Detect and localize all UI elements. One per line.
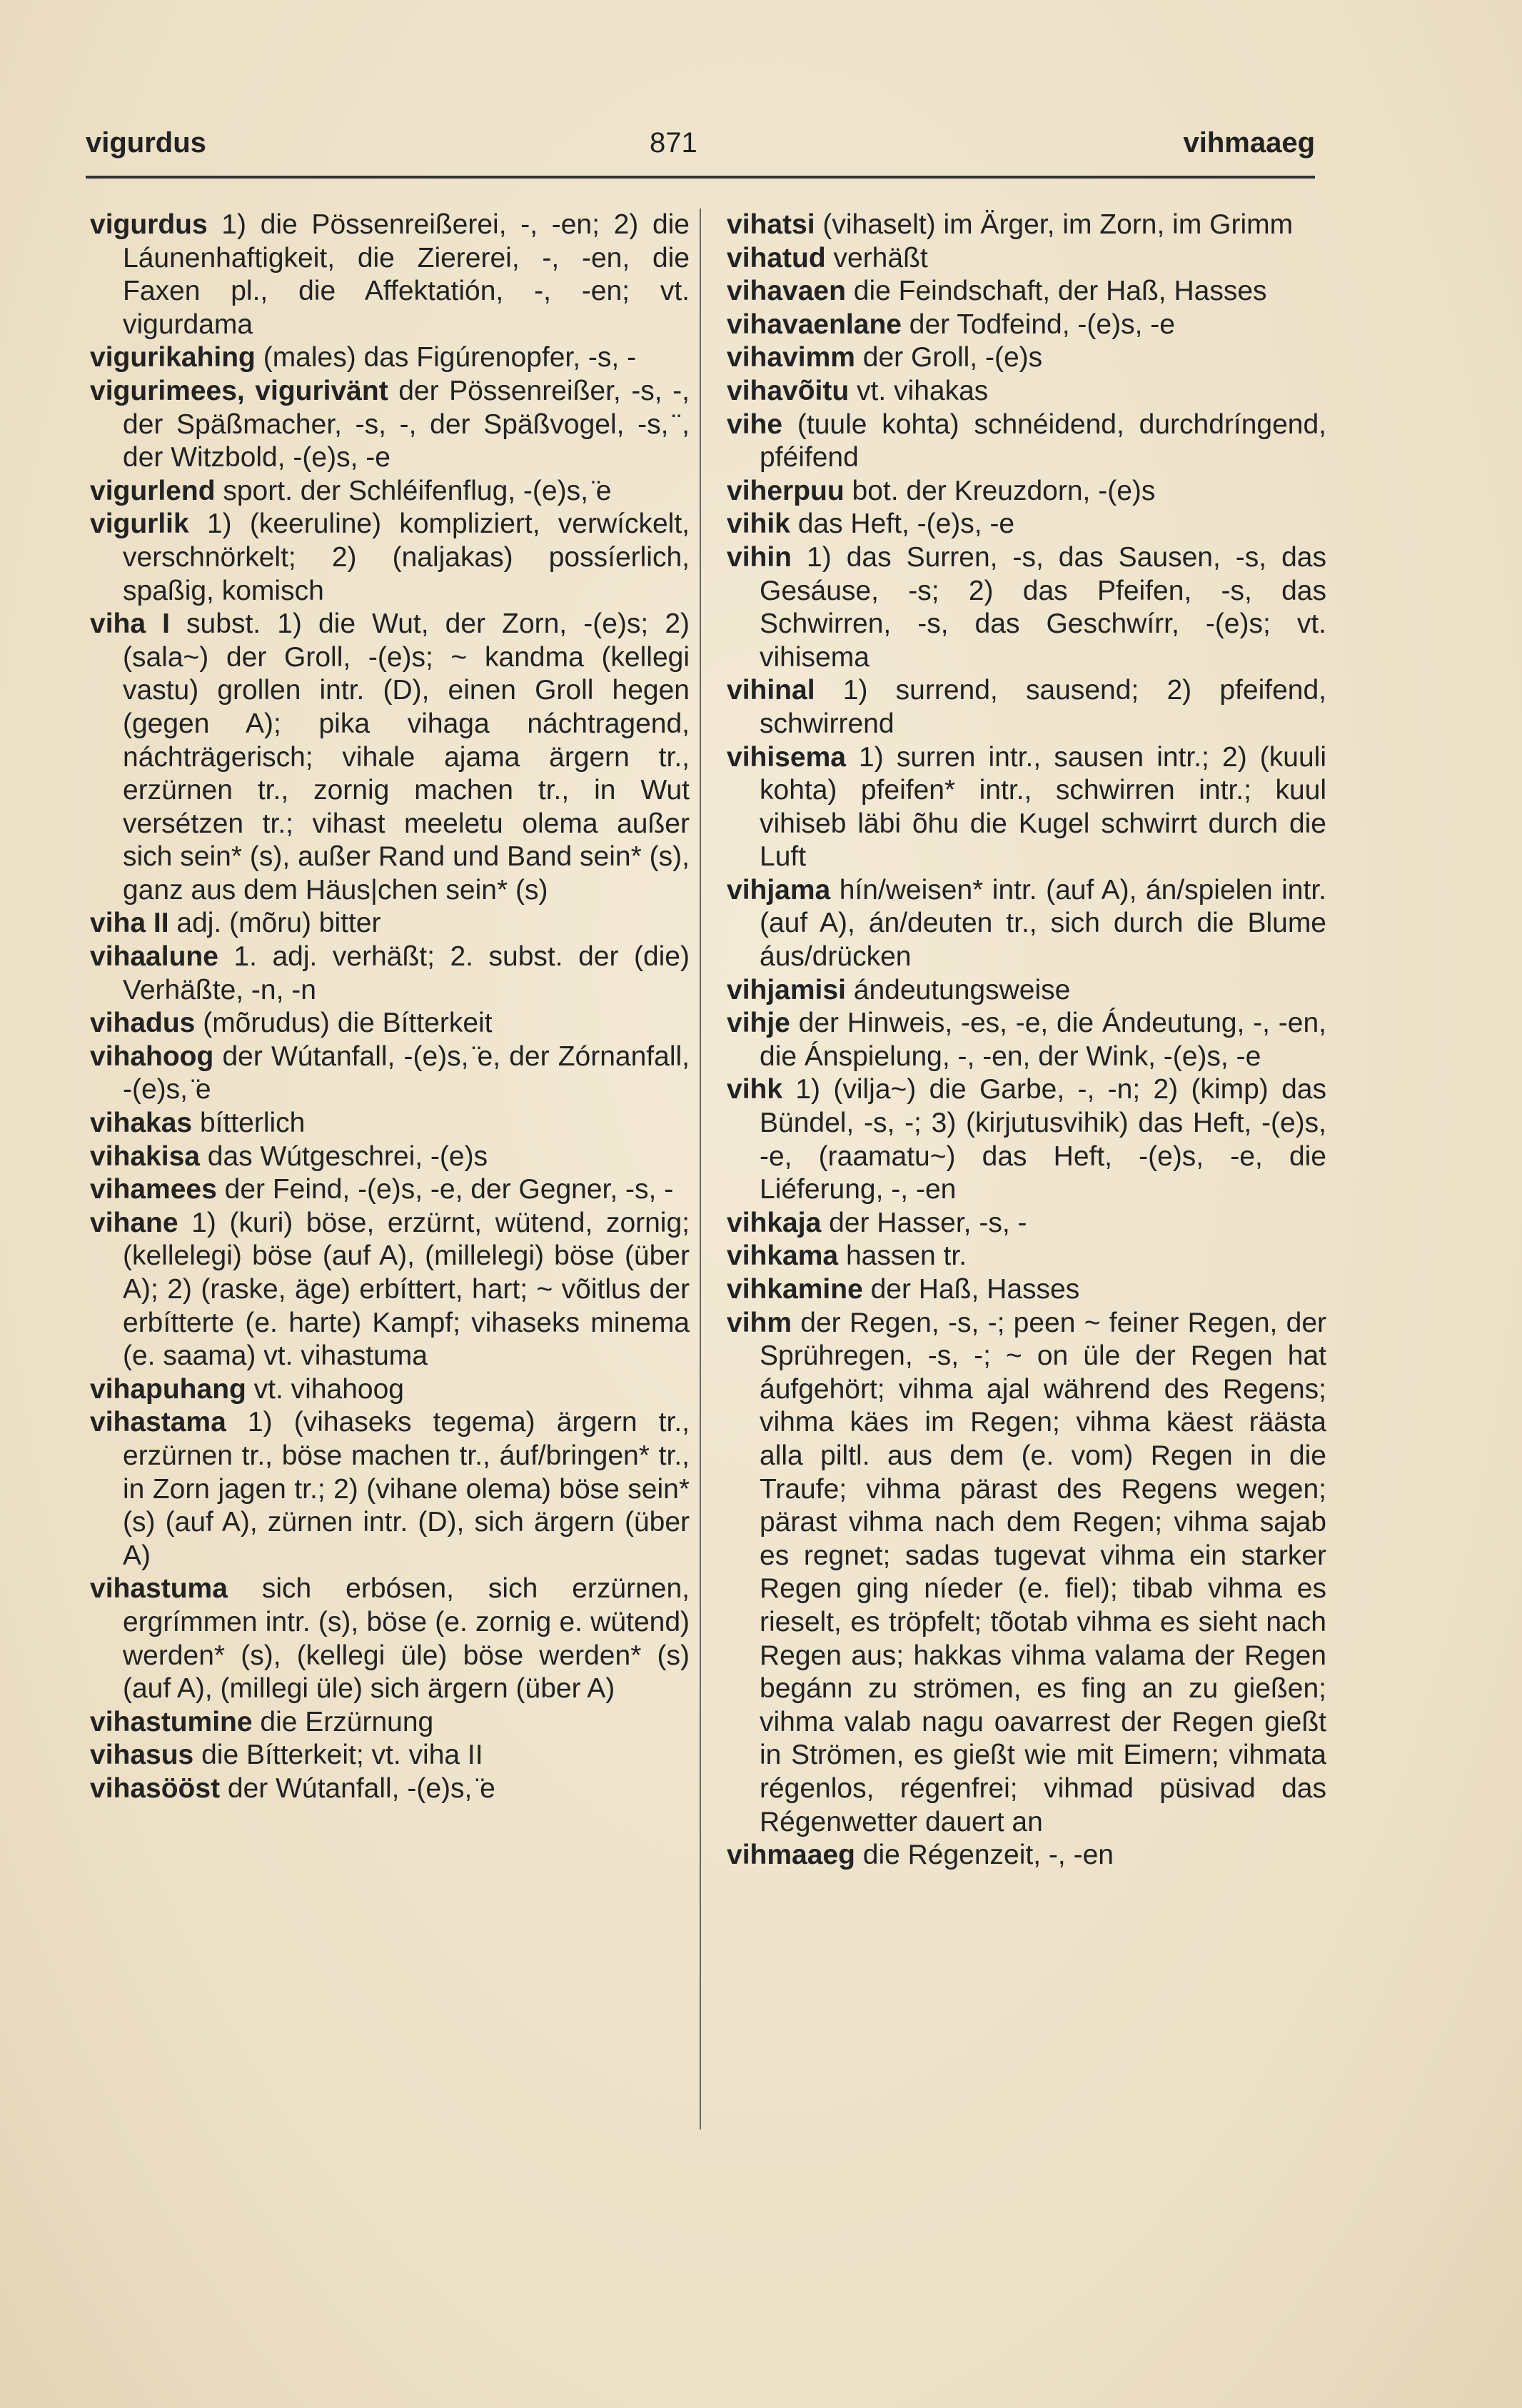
entry-headword: vihik [727,508,790,540]
entry-definition: die Feindschaft, der Haß, Hasses [845,276,1267,307]
dictionary-entry [90,1140,690,1174]
entry-definition: die Régenzeit, -, -en [855,1840,1114,1871]
entry-definition: sport. der Schléifenflug, -(e)s, ̈e [215,475,612,506]
dictionary-entry [727,1273,1326,1307]
dictionary-entry [90,1007,690,1040]
entry-headword: vihavaenlane [727,308,902,340]
dictionary-entry [727,1007,1326,1073]
dictionary-entry [90,209,690,341]
dictionary-entry [90,1373,690,1407]
entry-headword: vihaalune [90,941,218,973]
dictionary-entry [90,1772,690,1806]
entry-definition: 1) das Surren, -s, das Sausen, -s, das Gesáuse, -s; 2) das Pfeifen, -s, das Schwirren, -s, das Geschwírr, -(e)s; vt. vihisema [760,541,1326,673]
dictionary-entry [90,1107,690,1140]
entry-definition: 1. adj. verhäßt; 2. subst. der (die) Verhäßte, -n, -n [123,941,690,1005]
dictionary-entry [727,1073,1326,1206]
entry-definition: der Todfeind, -(e)s, -e [901,308,1175,340]
dictionary-entry [727,541,1326,674]
entry-definition: die Erzürnung [252,1706,434,1737]
entry-definition: hín/weisen* intr. (auf A), án/spielen intr. (auf A), án/deuten tr., sich durch die Blume áus/drücken [760,874,1326,973]
entry-headword: vihisema [727,741,846,773]
entry-headword: vihk [727,1074,783,1105]
dictionary-entry [90,475,690,508]
entry-definition: das Heft, -(e)s, -e [790,508,1015,540]
entry-headword: vigurimees, vigurivänt [90,375,388,406]
entry-definition: 1) (keeruline) kompliziert, verwíckelt, verschnörkelt; 2) (naljakas) possíerlich, spaßig, komisch [123,508,690,606]
entry-definition: der Feind, -(e)s, -e, der Gegner, -s, - [216,1174,674,1205]
entry-definition: vt. vihakas [849,375,989,406]
entry-definition: der Hasser, -s, - [821,1207,1027,1238]
entry-headword: vihakisa [90,1140,200,1172]
entry-definition: 1) (vilja~) die Garbe, -, -n; 2) (kimp) das Bündel, -s, -; 3) (kirjutusvihik) das Heft, -(e)s, -e, (raamatu~) das Heft, -(e)s, -e, die Liéferung, -, -en [760,1074,1326,1205]
entry-definition: ándeutungsweise [845,974,1071,1005]
entry-definition: (mõrudus) die Bítterkeit [195,1008,493,1039]
entry-headword: vigurlend [90,475,216,506]
dictionary-entry [90,1739,690,1772]
dictionary-entry [90,1207,690,1373]
entry-headword: vihinal [727,675,815,706]
dictionary-entry [727,1240,1326,1273]
entry-definition: 1) surren intr., sausen intr.; 2) (kuuli kohta) pfeifen* intr., schwirren intr.; kuul vihiseb läbi õhu die Kugel schwirrt durch die Luft [760,741,1326,873]
dictionary-entry [727,209,1326,242]
entry-definition: der Haß, Hasses [862,1274,1080,1305]
entry-headword: vihasööst [90,1772,221,1804]
dictionary-entry [90,1572,690,1705]
entry-headword: vihjamisi [727,974,846,1005]
entry-definition: 1) (vihaseks tegema) ärgern tr., erzürnen tr., böse machen tr., áuf/bringen* tr., in Zorn jagen tr.; 2) (vihane olema) böse sein* (s) (auf A), zürnen intr. (D), sich ärgern (über A) [123,1407,690,1571]
dictionary-entry [727,741,1326,874]
right-column [727,209,1326,1872]
entry-headword: vihakas [90,1108,193,1139]
dictionary-entry [727,1207,1326,1240]
entry-headword: vihastama [90,1407,226,1438]
entry-headword: vigurdus [90,209,208,240]
entry-definition: hassen tr. [838,1240,967,1272]
entry-definition: der Hinweis, -es, -e, die Ándeutung, -, -en, die Ánspielung, -, -en, der Wink, -(e)s, -e [760,1008,1326,1072]
header-rule [86,176,1315,179]
entry-headword: vihmaaeg [727,1840,855,1871]
entry-definition: der Groll, -(e)s [855,342,1043,373]
dictionary-entry [90,341,690,375]
dictionary-entry [90,1173,690,1207]
dictionary-entry [727,1839,1326,1872]
entry-headword: vihm [727,1307,792,1338]
entry-definition: der Wútanfall, -(e)s, ̈e, der Zórnanfall, -(e)s, ̈e [123,1040,690,1105]
entry-definition: 1) (kuri) böse, erzürnt, wütend, zornig; (kellelegi) böse (auf A), (millelegi) böse (über A); 2) (raske, äge) erbíttert, hart; ~ võitlus der erbítterte (e. harte) Kampf; vihaseks minema (e. saama) vt. vihastuma [123,1207,690,1372]
entry-definition: adj. (mõru) bitter [168,908,381,939]
dictionary-entry [90,375,690,475]
dictionary-entry [727,375,1326,408]
entry-headword: vihkamine [727,1274,863,1305]
entry-definition: der Regen, -s, -; peen ~ feiner Regen, der Sprühregen, -s, -; ~ on üle der Regen hat áufgehört; vihma ajal während des Regens; vihma käes im Regen; vihma käest räästa alla piltl. aus dem (e. vom) Regen in die Traufe; vihma pärast des Regens wegen; pärast vihma nach dem Regen; vihma sajab es regnet; sadas tugevat vihma ein starker Regen ging níeder (e. fiel); tibab vihma es rieselt, es tröpfelt; tõotab vihma es sieht nach Regen aus; hakkas vihma valama der Regen begánn zu strömen, es fing an zu gießen; vihma valab nagu oavarrest der Regen gießt in Strömen, es gießt wie mit Eimern; vihmata régenlos, régenfrei; vihmad püsivad das Régenwetter dauert an [760,1307,1326,1837]
entry-definition: (males) das Figúrenopfer, -s, - [255,342,637,373]
entry-headword: vihje [727,1008,790,1039]
column-divider [700,209,701,2129]
entry-definition: vt. vihahoog [246,1373,404,1405]
entry-definition: die Bítterkeit; vt. viha II [193,1740,483,1771]
entry-headword: vihavaen [727,276,846,307]
dictionary-entry [90,1406,690,1572]
dictionary-entry [727,508,1326,541]
dictionary-entry [90,508,690,608]
header-first-headword: vigurdus [86,127,206,159]
entry-definition: bítterlich [192,1108,306,1139]
page-number: 871 [650,127,697,159]
dictionary-entry [727,341,1326,375]
entry-headword: vihatsi [727,209,815,240]
dictionary-entry [727,674,1326,741]
dictionary-entry [727,874,1326,974]
entry-headword: vigurlik [90,508,189,540]
entry-headword: vihavimm [727,342,855,373]
left-column [90,209,690,1806]
entry-definition: der Pössenreißer, -s, -, der Späßmacher, -s, -, der Späßvogel, -s, ̈, der Witzbold, -(e)s, -e [123,375,690,473]
entry-headword: viherpuu [727,475,845,506]
dictionary-entry [727,974,1326,1008]
dictionary-entry [727,275,1326,308]
entry-definition: verhäßt [825,242,928,274]
entry-headword: vihavõitu [727,375,850,406]
entry-definition: der Wútanfall, -(e)s, ̈e [220,1772,495,1804]
dictionary-entry [727,308,1326,342]
entry-headword: vihane [90,1207,178,1238]
header-last-headword: vihmaaeg [1183,127,1315,159]
entry-headword: vihin [727,541,792,573]
page-header [86,127,1315,170]
dictionary-entry [90,1040,690,1107]
dictionary-entry [727,475,1326,508]
entry-headword: vihahoog [90,1040,214,1072]
dictionary-entry [727,242,1326,276]
entry-definition: bot. der Kreuzdorn, -(e)s [844,475,1156,506]
entry-headword: vihkaja [727,1207,822,1238]
entry-headword: vihasus [90,1740,194,1771]
entry-definition: sich erbósen, sich erzürnen, ergrímmen intr. (s), böse (e. zornig e. wütend) werden* (s), (kellegi üle) böse werden* (s) (auf A), (millegi üle) sich ärgern (über A) [123,1573,690,1705]
entry-headword: vihadus [90,1008,196,1039]
dictionary-entry [90,608,690,907]
entry-definition: subst. 1) die Wut, der Zorn, -(e)s; 2) (sala~) der Groll, -(e)s; ~ kandma (kellegi vastu) grollen intr. (D), einen Groll hegen (gegen A); pika vihaga náchtragend, náchträgerisch; vihale ajama ärgern tr., erzürnen tr., zornig machen tr., in Wut versétzen tr.; vihast meeletu olema außer sich sein* (s), außer Rand und Band sein* (s), ganz aus dem Häus|chen sein* (s) [123,608,690,905]
dictionary-entry [90,940,690,1007]
entry-definition: 1) surrend, sausend; 2) pfeifend, schwirrend [760,675,1326,739]
entry-headword: vigurikahing [90,342,256,373]
entry-headword: vihjama [727,874,831,905]
dictionary-entry [727,408,1326,475]
entry-headword: viha I [90,608,170,640]
entry-definition: (tuule kohta) schnéidend, durchdríngend, pféifend [760,408,1326,473]
entry-headword: vihamees [90,1174,217,1205]
entry-definition: 1) die Pössenreißerei, -, -en; 2) die Láunenhaftigkeit, die Ziererei, -, -en, die Faxen pl., die Affektatión, -, -en; vt. vigurdama [123,209,690,340]
dictionary-entry [90,907,690,940]
entry-headword: vihatud [727,242,826,274]
entry-headword: vihe [727,408,783,440]
entry-headword: vihastumine [90,1706,253,1737]
entry-headword: viha II [90,908,169,939]
dictionary-entry [727,1307,1326,1840]
entry-definition: (vihaselt) im Ärger, im Zorn, im Grimm [815,209,1294,240]
entry-definition: das Wútgeschrei, -(e)s [199,1140,488,1172]
entry-headword: vihastuma [90,1573,228,1605]
dictionary-entry [90,1706,690,1740]
entry-headword: vihapuhang [90,1373,246,1405]
entry-headword: vihkama [727,1240,839,1272]
